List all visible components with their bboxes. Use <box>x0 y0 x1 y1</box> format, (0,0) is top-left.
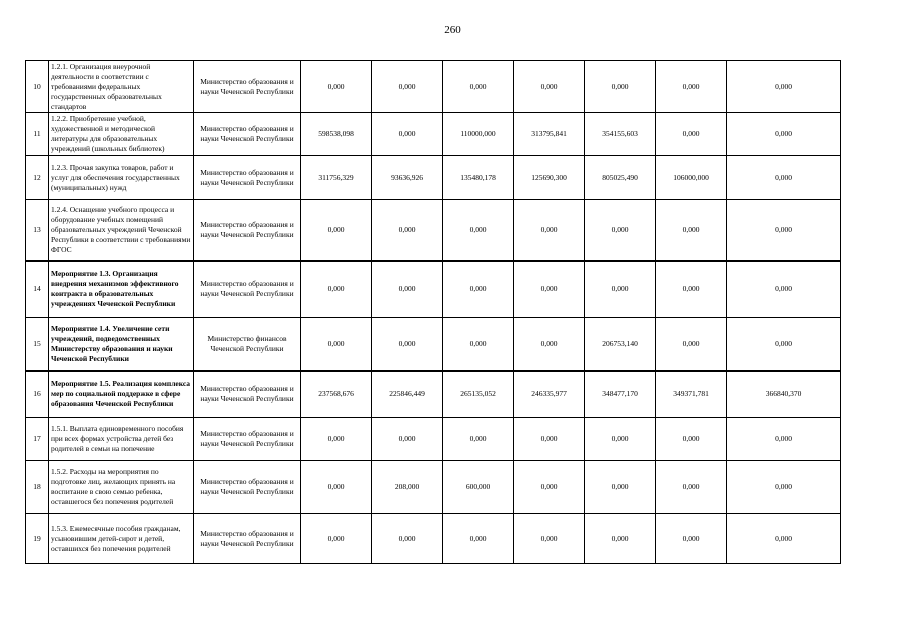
funding-value: 0,000 <box>656 61 727 113</box>
funding-value: 106000,000 <box>656 156 727 200</box>
funding-value: 125690,300 <box>514 156 585 200</box>
funding-value: 0,000 <box>372 318 443 371</box>
row-number: 12 <box>26 156 49 200</box>
funding-value: 0,000 <box>372 261 443 318</box>
funding-value: 366840,370 <box>727 371 841 418</box>
funding-value: 0,000 <box>514 200 585 261</box>
funding-value: 0,000 <box>585 261 656 318</box>
funding-value: 0,000 <box>301 200 372 261</box>
table-row <box>26 318 841 371</box>
funding-value: 0,000 <box>372 418 443 461</box>
measure-name: 1.5.3. Ежемесячные пособия гражданам, усыновившим детей-сирот и детей, оставшихся без попечения родителей <box>49 514 194 564</box>
funding-value: 0,000 <box>727 418 841 461</box>
responsible-executor: Министерство образования и науки Чеченской Республики <box>194 418 301 461</box>
row-number: 16 <box>26 371 49 418</box>
funding-value: 0,000 <box>727 318 841 371</box>
table-row <box>26 261 841 318</box>
measure-name: 1.2.4. Оснащение учебного процесса и оборудование учебных помещений образовательных учреждений Чеченской Республики в соответствии с требованиями ФГОС <box>49 200 194 261</box>
row-number: 15 <box>26 318 49 371</box>
responsible-executor: Министерство образования и науки Чеченской Республики <box>194 514 301 564</box>
funding-value: 0,000 <box>514 318 585 371</box>
funding-value: 265135,052 <box>443 371 514 418</box>
funding-value: 0,000 <box>301 261 372 318</box>
budget-table <box>25 60 841 564</box>
measure-name: Мероприятие 1.3. Организация внедрения механизмов эффективного контракта в образовательных учреждениях Чеченской Республики <box>49 261 194 318</box>
funding-value: 0,000 <box>656 418 727 461</box>
funding-value: 0,000 <box>514 514 585 564</box>
table-row <box>26 113 841 156</box>
funding-value: 225846,449 <box>372 371 443 418</box>
funding-value: 805025,490 <box>585 156 656 200</box>
funding-value: 0,000 <box>301 514 372 564</box>
responsible-executor: Министерство образования и науки Чеченской Республики <box>194 371 301 418</box>
funding-value: 0,000 <box>443 318 514 371</box>
funding-value: 0,000 <box>514 261 585 318</box>
funding-value: 0,000 <box>585 200 656 261</box>
funding-value: 135480,178 <box>443 156 514 200</box>
measure-name: 1.2.1. Организация внеурочной деятельности в соответствии с требованиями федеральных государственных образовательных стандартов <box>49 61 194 113</box>
funding-value: 246335,977 <box>514 371 585 418</box>
funding-value: 0,000 <box>727 200 841 261</box>
responsible-executor: Министерство образования и науки Чеченской Республики <box>194 261 301 318</box>
funding-value: 0,000 <box>656 261 727 318</box>
funding-value: 0,000 <box>727 113 841 156</box>
funding-value: 0,000 <box>301 418 372 461</box>
funding-value: 348477,170 <box>585 371 656 418</box>
responsible-executor: Министерство образования и науки Чеченской Республики <box>194 461 301 514</box>
funding-value: 0,000 <box>372 113 443 156</box>
funding-value: 0,000 <box>443 514 514 564</box>
table-row <box>26 156 841 200</box>
funding-value: 0,000 <box>301 461 372 514</box>
funding-value: 0,000 <box>585 461 656 514</box>
page-number: 260 <box>444 24 461 36</box>
funding-value: 237568,676 <box>301 371 372 418</box>
funding-value: 0,000 <box>727 261 841 318</box>
funding-value: 0,000 <box>585 514 656 564</box>
funding-value: 0,000 <box>656 318 727 371</box>
funding-value: 0,000 <box>372 61 443 113</box>
funding-value: 354155,603 <box>585 113 656 156</box>
row-number: 18 <box>26 461 49 514</box>
table-row <box>26 371 841 418</box>
funding-value: 0,000 <box>372 514 443 564</box>
row-number: 13 <box>26 200 49 261</box>
funding-value: 0,000 <box>443 61 514 113</box>
measure-name: 1.2.2. Приобретение учебной, художественной и методической литературы для образовательных учреждений (школьных библиотек) <box>49 113 194 156</box>
row-number: 14 <box>26 261 49 318</box>
funding-value: 0,000 <box>301 318 372 371</box>
funding-value: 0,000 <box>443 261 514 318</box>
funding-value: 0,000 <box>585 418 656 461</box>
table-row <box>26 514 841 564</box>
funding-value: 0,000 <box>514 418 585 461</box>
table-body <box>26 61 841 564</box>
responsible-executor: Министерство образования и науки Чеченской Республики <box>194 61 301 113</box>
funding-value: 0,000 <box>727 461 841 514</box>
funding-value: 0,000 <box>585 61 656 113</box>
row-number: 11 <box>26 113 49 156</box>
funding-value: 0,000 <box>656 113 727 156</box>
measure-name: 1.5.2. Расходы на мероприятия по подготовке лиц, желающих принять на воспитание в свою семью ребенка, оставшегося без попечения родителей <box>49 461 194 514</box>
funding-value: 311756,329 <box>301 156 372 200</box>
funding-value: 0,000 <box>372 200 443 261</box>
measure-name: 1.5.1. Выплата единовременного пособия при всех формах устройства детей без родителей в семьи на попечение <box>49 418 194 461</box>
funding-value: 0,000 <box>727 514 841 564</box>
table-row <box>26 61 841 113</box>
funding-value: 349371,781 <box>656 371 727 418</box>
row-number: 10 <box>26 61 49 113</box>
responsible-executor: Министерство финансов Чеченской Республики <box>194 318 301 371</box>
measure-name: 1.2.3. Прочая закупка товаров, работ и услуг для обеспечения государственных (муниципальных) нужд <box>49 156 194 200</box>
funding-value: 0,000 <box>656 461 727 514</box>
funding-value: 0,000 <box>656 514 727 564</box>
responsible-executor: Министерство образования и науки Чеченской Республики <box>194 156 301 200</box>
funding-value: 208,000 <box>372 461 443 514</box>
funding-value: 0,000 <box>443 418 514 461</box>
funding-value: 313795,841 <box>514 113 585 156</box>
measure-name: Мероприятие 1.5. Реализация комплекса мер по социальной поддержке в сфере образования Чеченской Республики <box>49 371 194 418</box>
responsible-executor: Министерство образования и науки Чеченской Республики <box>194 113 301 156</box>
funding-value: 0,000 <box>443 200 514 261</box>
funding-value: 110000,000 <box>443 113 514 156</box>
funding-value: 206753,140 <box>585 318 656 371</box>
funding-value: 598538,098 <box>301 113 372 156</box>
responsible-executor: Министерство образования и науки Чеченской Республики <box>194 200 301 261</box>
funding-value: 93636,926 <box>372 156 443 200</box>
funding-value: 0,000 <box>727 61 841 113</box>
funding-value: 600,000 <box>443 461 514 514</box>
funding-value: 0,000 <box>514 461 585 514</box>
table-row <box>26 418 841 461</box>
row-number: 17 <box>26 418 49 461</box>
funding-value: 0,000 <box>727 156 841 200</box>
funding-value: 0,000 <box>514 61 585 113</box>
measure-name: Мероприятие 1.4. Увеличение сети учреждений, подведомственных Министерству образования и науки Чеченской Республики <box>49 318 194 371</box>
funding-value: 0,000 <box>301 61 372 113</box>
table-row <box>26 461 841 514</box>
funding-value: 0,000 <box>656 200 727 261</box>
table-row <box>26 200 841 261</box>
row-number: 19 <box>26 514 49 564</box>
